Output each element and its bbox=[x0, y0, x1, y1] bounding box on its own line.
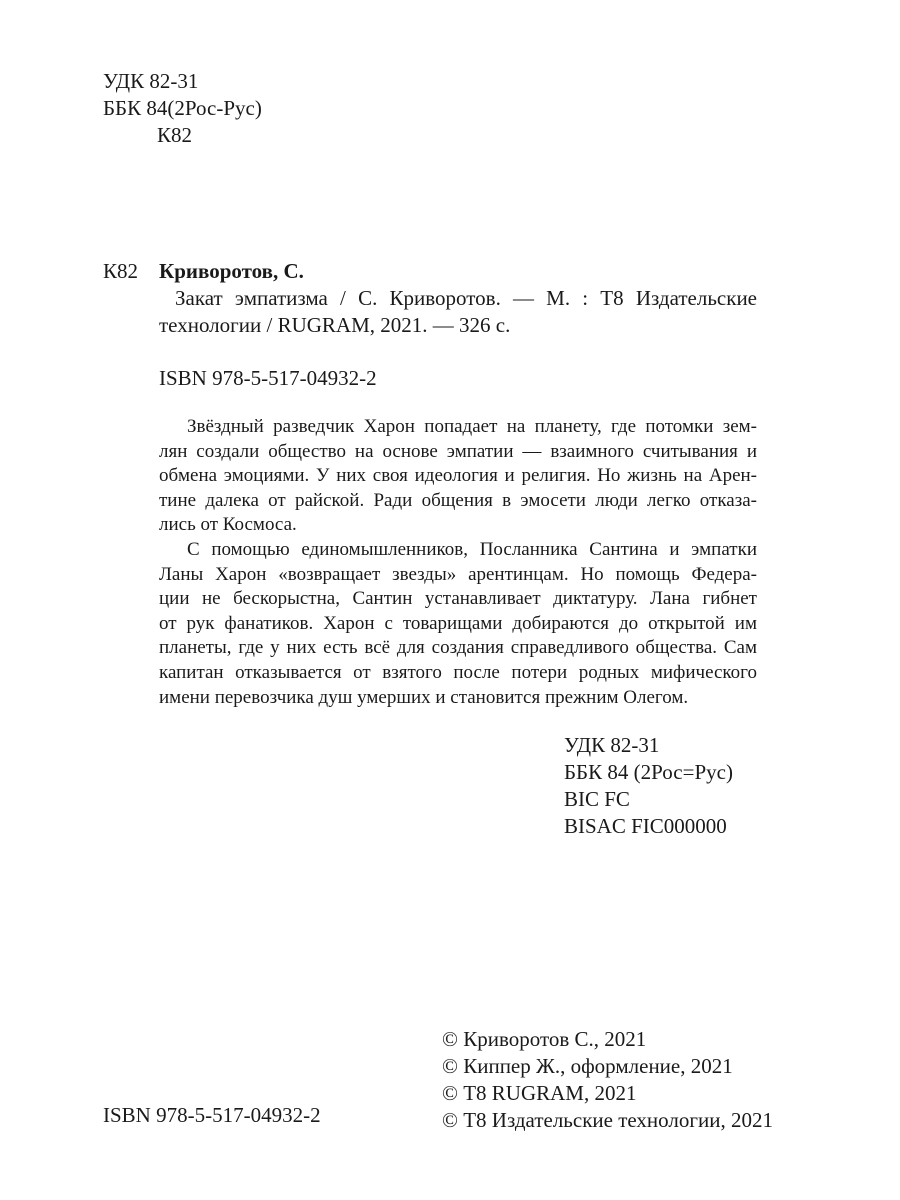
annotation-line: Ланы Харон «возвращает звезды» арентинцам. Но помощь Федера- bbox=[159, 563, 757, 585]
annotation-line: от рук фанатиков. Харон с товарищами добираются до открытой им bbox=[159, 612, 757, 634]
copyright-line: © Криворотов С., 2021 bbox=[442, 1027, 647, 1051]
copyright-line: © Т8 RUGRAM, 2021 bbox=[442, 1081, 637, 1105]
annotation-line: лян создали общество на основе эмпатии — взаимного считывания и bbox=[159, 440, 757, 462]
author-name: Криворотов, С. bbox=[159, 259, 304, 283]
annotation-line: капитан отказывается от взятого после потери родных мифического bbox=[159, 661, 757, 683]
author-sign-code: К82 bbox=[157, 123, 193, 147]
record-title-line-2: технологии / RUGRAM, 2021. — 326 с. bbox=[159, 313, 511, 337]
annotation-paragraph-2 bbox=[159, 538, 757, 710]
annotation-paragraph-1 bbox=[159, 415, 757, 538]
udk-code: УДК 82-31 bbox=[564, 733, 660, 757]
annotation-line: С помощью единомышленников, Посланника Сантина и эмпатки bbox=[187, 539, 757, 560]
bbk-code: ББК 84(2Рос-Рус) bbox=[103, 96, 262, 120]
udk-code: УДК 82-31 bbox=[103, 69, 199, 93]
annotation-line: планеты, где у них есть всё для создания справедливого общества. Сам bbox=[159, 637, 757, 659]
bottom-classification-codes bbox=[564, 732, 733, 840]
record-isbn: ISBN 978-5-517-04932-2 bbox=[159, 366, 377, 390]
annotation-line: ции не бескорыстна, Сантин устанавливает диктатуру. Лана гибнет bbox=[159, 588, 757, 610]
copyright-block bbox=[442, 1026, 773, 1134]
annotation-line: Звёздный разведчик Харон попадает на планету, где потомки зем- bbox=[187, 416, 757, 437]
copyright-line: © Т8 Издательские технологии, 2021 bbox=[442, 1108, 773, 1132]
record-author bbox=[159, 258, 304, 285]
bbk-code: ББК 84 (2Рос=Рус) bbox=[564, 760, 733, 784]
annotation-line: лись от Космоса. bbox=[159, 514, 297, 536]
annotation-line: имени перевозчика душ умерших и становится прежним Олегом. bbox=[159, 686, 689, 708]
bisac-code: BISAC FIC000000 bbox=[564, 814, 727, 838]
bic-code: BIC FC bbox=[564, 787, 630, 811]
record-author-sign: К82 bbox=[103, 259, 139, 283]
footer-isbn: ISBN 978-5-517-04932-2 bbox=[103, 1103, 321, 1127]
annotation-line: тине далека от райской. Ради общения в эмосети люди легко отказа- bbox=[159, 489, 757, 511]
top-classification-codes bbox=[103, 68, 262, 149]
copyright-line: © Киппер Ж., оформление, 2021 bbox=[442, 1054, 733, 1078]
record-title-line-1: Закат эмпатизма / С. Криворотов. — М. : Т8 Издательские bbox=[175, 286, 757, 310]
annotation-line: обмена эмоциями. У них своя идеология и религия. Но жизнь на Арен- bbox=[159, 465, 757, 487]
